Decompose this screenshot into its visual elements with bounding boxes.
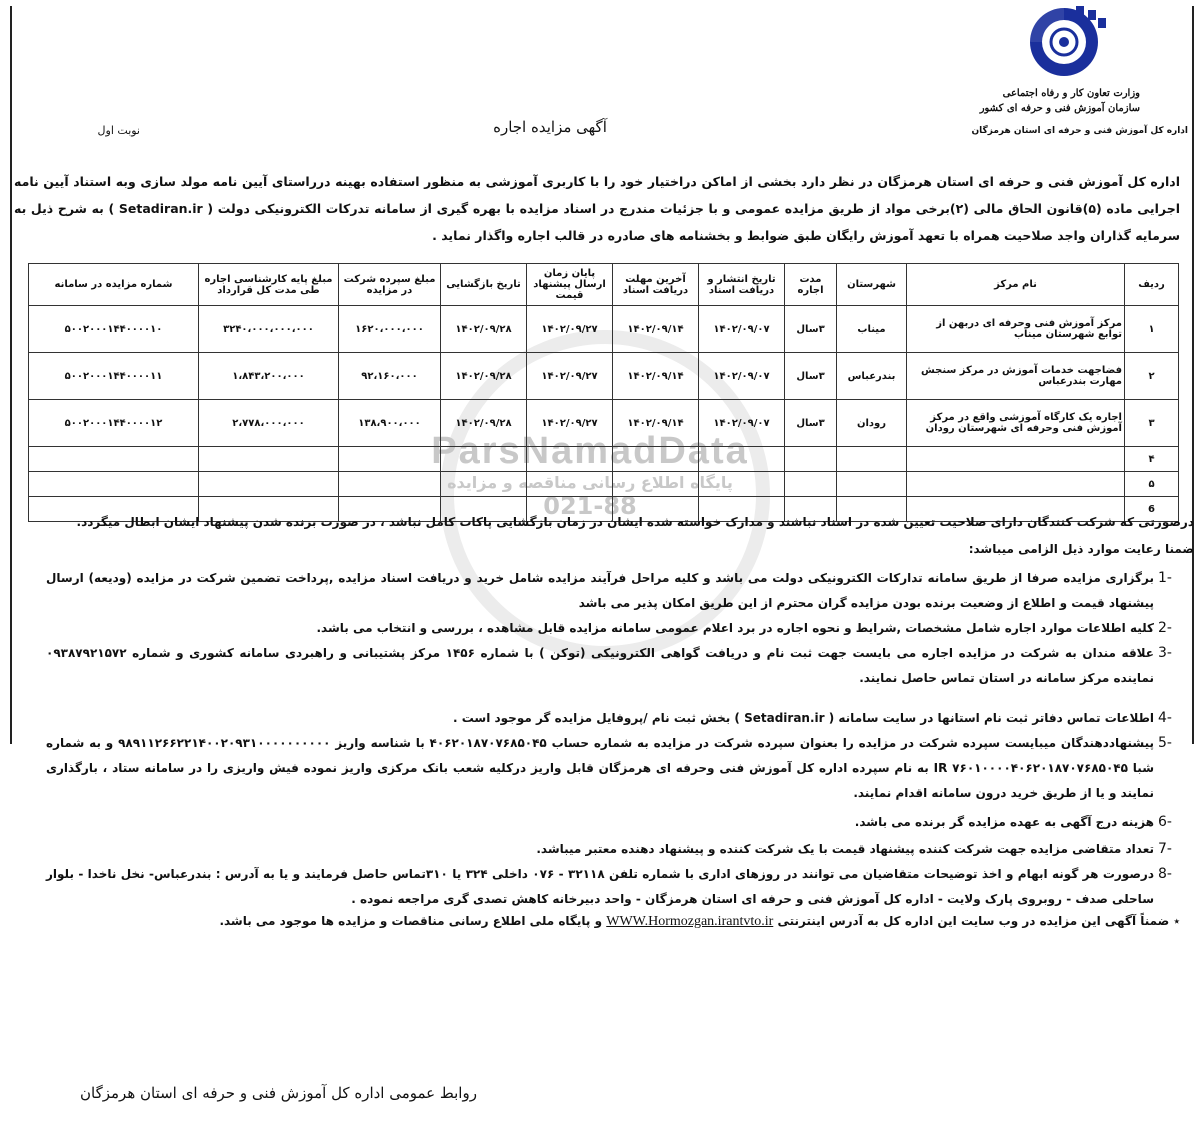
table-cell: ۵۰۰۲۰۰۰۱۴۴۰۰۰۰۱۰ xyxy=(29,306,199,353)
col-header: مبلغ پایه کارشناسی اجاره طی مدت کل قرارداد xyxy=(199,264,339,306)
clause-number: -7 xyxy=(1158,841,1172,857)
table-row xyxy=(29,306,1179,353)
table-cell: ۴ xyxy=(1125,447,1179,472)
table-cell: ۱۴۰۲/۰۹/۱۴ xyxy=(613,306,699,353)
table-cell: ۵۰۰۲۰۰۰۱۴۴۰۰۰۰۱۱ xyxy=(29,353,199,400)
table-cell: میناب xyxy=(837,306,907,353)
footnote-prefix: ٭ ضمناً آگهی این مزایده در وب سایت این اداره کل به آدرس اینترنتی xyxy=(777,914,1180,928)
footnote xyxy=(190,914,1180,930)
table-cell: اجاره یک کارگاه آموزشی واقع در مرکز آموزش فنی وحرفه ای شهرستان رودان xyxy=(907,400,1125,447)
table-cell: ۱۴۰۲/۰۹/۲۸ xyxy=(441,306,527,353)
watermark-phone: 021-88 xyxy=(543,492,637,520)
clause-number: -5 xyxy=(1158,735,1172,751)
table-cell: ۲،۷۷۸،۰۰۰،۰۰۰ xyxy=(199,400,339,447)
table-cell: ۱۴۰۲/۰۹/۲۸ xyxy=(441,353,527,400)
condition-line: ضمنا رعایت موارد ذیل الزامی میباشد: xyxy=(968,542,1194,556)
table-cell: ۱،۸۴۳،۲۰۰،۰۰۰ xyxy=(199,353,339,400)
table-cell: مرکز آموزش فنی وحرفه ای دربهن از توابع شهرستان میناب xyxy=(907,306,1125,353)
footnote-suffix: و پایگاه ملی اطلاع رسانی مناقصات و مزایده ها موجود می باشد. xyxy=(219,914,603,928)
col-header: تاریخ انتشار و دریافت اسناد xyxy=(699,264,785,306)
round-label: نوبت اول xyxy=(97,124,140,137)
table-cell: ۳ xyxy=(1125,400,1179,447)
col-header: آخرین مهلت دریافت اسناد xyxy=(613,264,699,306)
col-header: مدت اجاره xyxy=(785,264,837,306)
clause-text: کلیه اطلاعات موارد اجاره شامل مشخصات ,شرایط و نحوه اجاره در برد اعلام عمومی سامانه مزایده قابل مشاهده ، بررسی و انتخاب می باشد. xyxy=(316,621,1154,635)
clause-number: -4 xyxy=(1158,710,1172,726)
clause-text: پیشنهاددهندگان میبایست سپرده شرکت در مزایده را بعنوان سپرده شرکت در مزایده به شماره حساب ۴۰۶۲۰۱۸۷۰۷۶۸۵۰۴۵ با شناسه واریز ۹۸۹۱۱۲۶۶۲۲۱۴۰۰۲۰۹۳۱۰۰۰۰۰۰۰۰۰۰ و به شماره شبا IR ۷۶۰۱۰۰۰۰۴۰۶۲۰۱۸۷۰۷۶۸۵۰۴۵ به نام سپرده اداره کل آموزش فنی وحرفه ای هرمزگان قابل واریز درکلیه شعب بانک مرکزی واریز نموده فیش واریزی را در سامانه ستاد ، بارگذاری نمایند و یا از طریق خرید درون سامانه اقدام نمایند. xyxy=(46,736,1155,800)
clause-item xyxy=(46,566,1186,616)
table-cell: ۱ xyxy=(1125,306,1179,353)
clause-number: -6 xyxy=(1158,814,1172,830)
table-header-row xyxy=(29,264,1179,306)
table-cell: ۱۴۰۲/۰۹/۲۷ xyxy=(527,353,613,400)
office-name: اداره کل آموزش فنی و حرفه ای استان هرمزگان xyxy=(971,126,1188,136)
clause-text: تعداد متقاضی مزایده جهت شرکت کننده پیشنهاد قیمت با یک شرکت کننده و پیشنهاد دهنده معتبر میباشد. xyxy=(536,842,1154,856)
col-header: مبلغ سپرده شرکت در مزایده xyxy=(339,264,441,306)
watermark-subtitle: پایگاه اطلاع رسانی مناقصه و مزایده xyxy=(447,473,733,492)
table-cell: ۱۴۰۲/۰۹/۲۷ xyxy=(527,306,613,353)
table-cell: بندرعباس xyxy=(837,353,907,400)
clause-number: -1 xyxy=(1158,570,1172,586)
table-cell: فضاجهت خدمات آموزش در مرکز سنجش مهارت بندرعباس xyxy=(907,353,1125,400)
clause-item xyxy=(46,706,1186,731)
table-cell: ۱۶۲۰،۰۰۰،۰۰۰ xyxy=(339,306,441,353)
table-row xyxy=(29,353,1179,400)
col-header: ردیف xyxy=(1125,264,1179,306)
table-cell: رودان xyxy=(837,400,907,447)
clause-item xyxy=(46,731,1186,806)
ministry-block xyxy=(930,86,1140,116)
clause-text: درصورت هر گونه ابهام و اخذ توضیحات متقاضیان می توانند در روزهای اداری با شماره تلفن ۳۲۱۱۸ - ۰۷۶ داخلی ۳۲۴ یا ۳۱۰تماس حاصل فرمایند و یا به آدرس : بندرعباس- نخل ناخدا - بلوار ساحلی صدف - روبروی پارک ولایت - اداره کل آموزش فنی و حرفه ای استان هرمزگان - واحد دبیرخانه کاهش تصدی گری مراجعه نموده . xyxy=(46,867,1154,906)
clause-number: -3 xyxy=(1158,645,1172,661)
table-cell: ۳سال xyxy=(785,400,837,447)
tvto-logo-icon xyxy=(1012,2,1116,82)
document-title: آگهی مزایده اجاره xyxy=(493,118,607,136)
table-cell: ۱۳۸،۹۰۰،۰۰۰ xyxy=(339,400,441,447)
intro-paragraph: اداره کل آموزش فنی و حرفه ای استان هرمزگان در نظر دارد بخشی از اماکن دراختیار خود را با کاربری آموزشی به منظور استفاده بهینه درراستای آیین نامه مولد سازی وبه استناد آیین نامه اجرایی ماده (۵)قانون الحاق مالی (۲)برخی مواد از طریق مزایده عمومی و با جزئیات مندرج در اسناد مزایده با بهره گیری از سامانه تدرکات الکترونیکی دولت ( Setadiran.ir ) به شرح ذیل به سرمایه گذاران واجد صلاحیت همراه با تعهد آموزش رایگان طبق ضوابط و بخشنامه های صادره در قالب اجاره واگذار نماید . xyxy=(14,174,1180,243)
col-header: شهرستان xyxy=(837,264,907,306)
table-row xyxy=(29,447,1179,472)
table-row xyxy=(29,400,1179,447)
col-header: پایان زمان ارسال پیشنهاد قیمت xyxy=(527,264,613,306)
table-cell: ۳سال xyxy=(785,306,837,353)
col-header: تاریخ بازگشایی xyxy=(441,264,527,306)
clause-text: برگزاری مزایده صرفا از طریق سامانه تدارکات الکترونیکی دولت می باشد و کلیه مراحل فرآیند مزایده شامل خرید و دریافت اسناد مزایده ,پرداخت تضمین شرکت در مزایده (ودیعه) ارسال پیشنهاد قیمت و اطلاع از وضعیت برنده بودن مزایده گران محترم از این طریق امکان پذیر می باشد xyxy=(46,571,1154,610)
table-cell: ۹۲،۱۶۰،۰۰۰ xyxy=(339,353,441,400)
ministry-line1: وزارت تعاون کار و رفاه اجتماعی xyxy=(1002,88,1140,99)
table-cell: ۳۲۴۰،۰۰۰،۰۰۰،۰۰۰ xyxy=(199,306,339,353)
clause-number: -8 xyxy=(1158,866,1172,882)
table-cell: ۱۴۰۲/۰۹/۰۷ xyxy=(699,400,785,447)
table-cell: 6 xyxy=(1125,497,1179,522)
table-cell: ۱۴۰۲/۰۹/۲۸ xyxy=(441,400,527,447)
clause-item xyxy=(46,641,1186,691)
table-cell: ۵۰۰۲۰۰۰۱۴۴۰۰۰۰۱۲ xyxy=(29,400,199,447)
col-header: شماره مزایده در سامانه xyxy=(29,264,199,306)
signature-line: روابط عمومی اداره کل آموزش فنی و حرفه ای استان هرمزگان xyxy=(80,1084,477,1102)
watermark-brand: ParsNamadData xyxy=(431,430,749,472)
table-cell: ۱۴۰۲/۰۹/۲۷ xyxy=(527,400,613,447)
clause-text: هزینه درج آگهی به عهده مزایده گر برنده می باشد. xyxy=(854,815,1154,829)
clause-item xyxy=(46,837,1186,862)
table-cell: ۱۴۰۲/۰۹/۱۴ xyxy=(613,400,699,447)
table-cell: ۱۴۰۲/۰۹/۰۷ xyxy=(699,353,785,400)
clause-number: -2 xyxy=(1158,620,1172,636)
clause-item xyxy=(46,616,1186,641)
clause-text: اطلاعات تماس دفاتر ثبت نام استانها در سایت سامانه ( Setadiran.ir ) بخش ثبت نام /پروفایل مزایده گر موجود است . xyxy=(452,711,1154,725)
clause-text: علاقه مندان به شرکت در مزایده اجاره می بایست جهت ثبت نام و دریافت گواهی الکترونیکی (توکن ) با شماره ۱۴۵۶ مرکز پشتیبانی و راهبردی سامانه کشوری و شماره ۰۹۳۸۷۹۲۱۵۷۲ نماینده مرکز سامانه در استان تماس حاصل نمایند. xyxy=(46,646,1154,685)
table-cell: ۱۴۰۲/۰۹/۰۷ xyxy=(699,306,785,353)
table-cell: ۲ xyxy=(1125,353,1179,400)
condition-line: درصورتی که شرکت کنندگان دارای صلاحیت تعیین شده در اسناد نباشند و مدارک خواسته شده ایشان در زمان بازگشایی پاکات کامل نباشد ، در صورت برنده شدن پیشنهاد ایشان ابطال میگردد. xyxy=(76,515,1194,529)
table-cell: ۱۴۰۲/۰۹/۱۴ xyxy=(613,353,699,400)
auction-table xyxy=(28,263,1179,522)
clause-item xyxy=(46,862,1186,912)
clause-item xyxy=(46,810,1186,835)
table-row xyxy=(29,472,1179,497)
table-cell: ۳سال xyxy=(785,353,837,400)
website-link[interactable]: WWW.Hormozgan.irantvto.ir xyxy=(606,914,774,929)
ministry-line2: سازمان آموزش فنی و حرفه ای کشور xyxy=(979,103,1140,114)
col-header: نام مرکز xyxy=(907,264,1125,306)
table-cell: ۵ xyxy=(1125,472,1179,497)
